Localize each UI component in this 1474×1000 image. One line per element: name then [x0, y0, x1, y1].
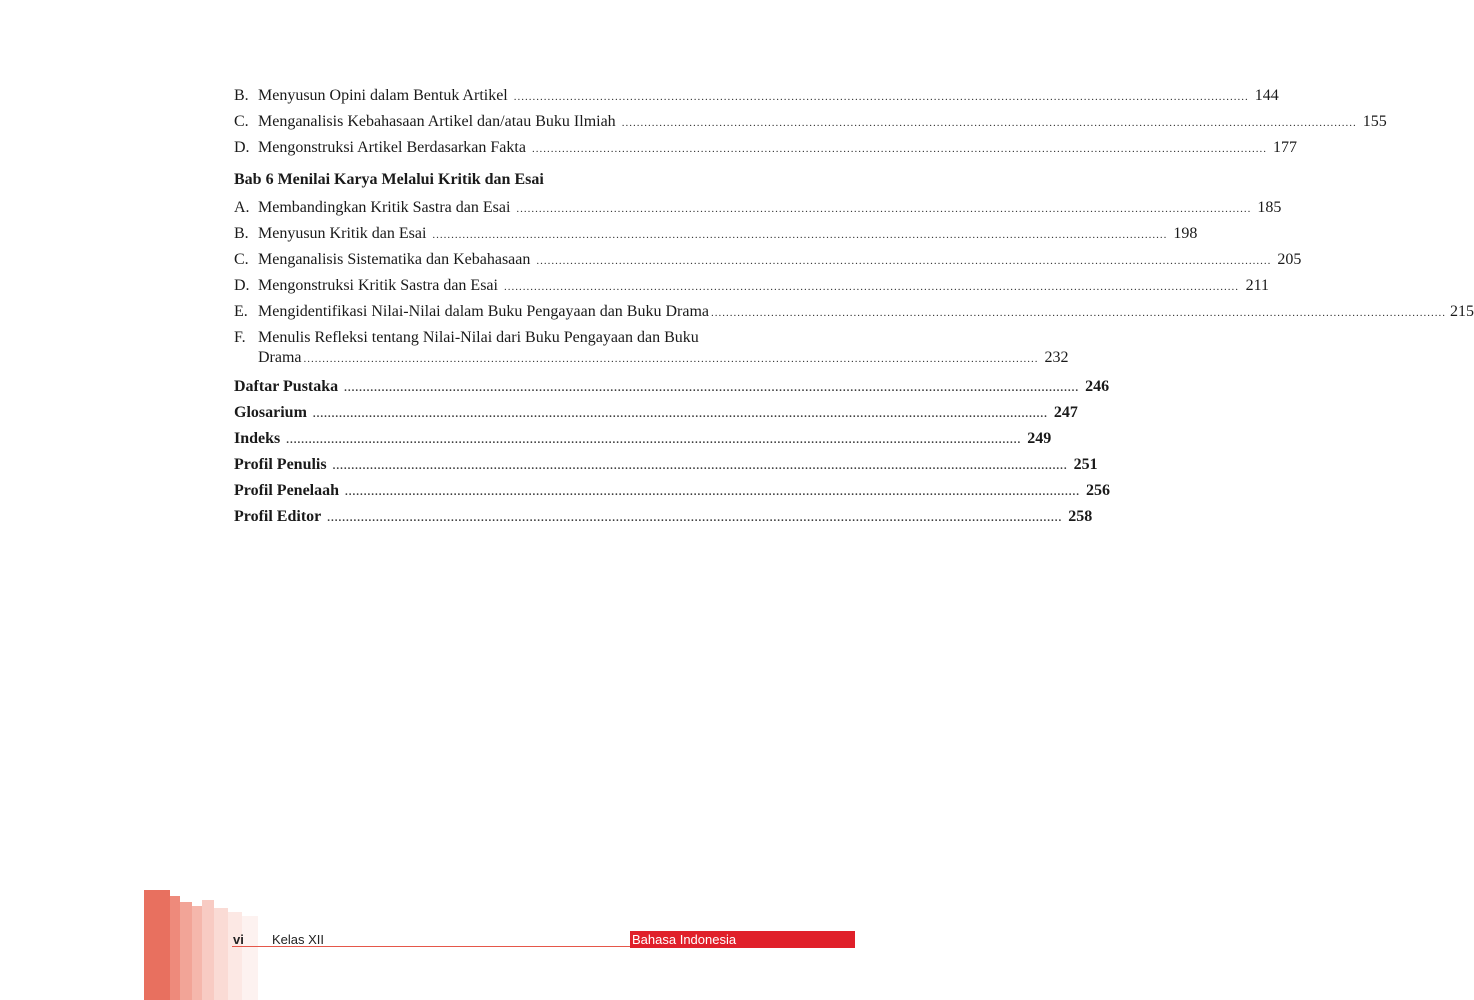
toc-entry-title: Indeks: [234, 430, 281, 447]
toc-entry[interactable]: [234, 302, 1474, 328]
decor-bar: [242, 916, 258, 1000]
toc-entry-title: Mengonstruksi Artikel Berdasarkan Fakta: [258, 139, 526, 156]
toc-entry-title: Menyusun Kritik dan Esai: [258, 225, 427, 242]
toc-entry-page: 247: [1053, 404, 1078, 421]
toc-entry-page: 144: [1254, 87, 1279, 104]
decor-bar: [180, 902, 192, 1000]
toc-entry-title-cont: Drama: [258, 349, 302, 366]
footer-decorative-bars: [144, 890, 264, 1000]
toc-entry[interactable]: [234, 250, 1302, 276]
toc-entry-continuation: [258, 348, 1069, 369]
dot-leader: [622, 113, 1357, 133]
toc-backmatter-entry[interactable]: [234, 429, 1052, 455]
toc-entry-letter: D.: [234, 139, 250, 156]
toc-entry-page: 256: [1086, 482, 1111, 499]
dot-leader: [504, 277, 1239, 297]
chapter-heading[interactable]: Bab 6 Menilai Karya Melalui Kritik dan Esai: [234, 171, 544, 188]
toc-entry[interactable]: [234, 112, 1387, 138]
decor-bar: [170, 896, 180, 1000]
decor-bar: [202, 900, 214, 1000]
toc-entry[interactable]: [234, 276, 1269, 302]
toc-entry[interactable]: [234, 198, 1282, 224]
toc-entry-title: Menganalisis Sistematika dan Kebahasaan: [258, 251, 531, 268]
toc-entry-title: Menyusun Opini dalam Bentuk Artikel: [258, 87, 508, 104]
dot-leader: [536, 251, 1271, 271]
toc-entry[interactable]: [234, 138, 1297, 164]
decor-bar: [214, 908, 228, 1000]
toc-entry-page: 185: [1257, 199, 1282, 216]
toc-entry-title: Mengonstruksi Kritik Sastra dan Esai: [258, 277, 498, 294]
dot-leader: [432, 225, 1167, 245]
toc-entry-page: 198: [1173, 225, 1198, 242]
toc-entry[interactable]: [234, 224, 1198, 250]
dot-leader: [532, 139, 1267, 159]
toc-entry-page: 177: [1272, 139, 1297, 156]
toc-entry-title: Daftar Pustaka: [234, 378, 339, 395]
toc-entry-page: 155: [1362, 113, 1387, 130]
toc-entry-page: 205: [1277, 251, 1302, 268]
page-number: vi: [233, 932, 244, 947]
dot-leader: [345, 482, 1080, 502]
decor-bar: [192, 906, 202, 1000]
toc-entry-page: 215: [1450, 303, 1474, 320]
toc-entry-title: Menganalisis Kebahasaan Artikel dan/atau Buku Ilmiah: [258, 113, 616, 130]
toc-backmatter-entry[interactable]: [234, 377, 1110, 403]
dot-leader: [304, 349, 1039, 369]
toc-entry[interactable]: [234, 328, 1069, 369]
toc-backmatter-entry[interactable]: [234, 403, 1078, 429]
toc-entry-page: 258: [1068, 508, 1093, 525]
toc-backmatter-entry[interactable]: [234, 481, 1111, 507]
toc-entry-page: 246: [1085, 378, 1110, 395]
toc-entry-letter: F.: [234, 329, 246, 346]
toc-entry-letter: B.: [234, 87, 249, 104]
toc-entry-letter: B.: [234, 225, 249, 242]
class-label: Kelas XII: [272, 932, 325, 947]
dot-leader: [344, 378, 1079, 398]
decor-bar: [144, 890, 170, 1000]
toc-entry-title: Profil Editor: [234, 508, 322, 525]
toc-entry-page: 249: [1027, 430, 1052, 447]
dot-leader: [327, 508, 1062, 528]
toc-backmatter-entry[interactable]: [234, 507, 1093, 533]
toc-backmatter-entry[interactable]: [234, 455, 1098, 481]
dot-leader: [514, 87, 1249, 107]
toc-entry-title: Menulis Refleksi tentang Nilai-Nilai dari Buku Pengayaan dan Buku: [258, 329, 699, 346]
toc-entry-letter: E.: [234, 303, 248, 320]
dot-leader: [286, 430, 1021, 450]
toc-entry[interactable]: [234, 86, 1279, 112]
toc-entry-page: 251: [1073, 456, 1098, 473]
table-of-contents: [234, 86, 1474, 533]
toc-entry-letter: D.: [234, 277, 250, 294]
toc-entry-title: Glosarium: [234, 404, 307, 421]
toc-entry-letter: C.: [234, 251, 249, 268]
toc-entry-page: 211: [1245, 277, 1269, 294]
toc-entry-title: Profil Penelaah: [234, 482, 340, 499]
toc-entry-page: 232: [1044, 349, 1069, 366]
dot-leader: [516, 199, 1251, 219]
subject-badge: Bahasa Indonesia: [630, 931, 855, 948]
decor-bar: [228, 912, 242, 1000]
dot-leader: [333, 456, 1068, 476]
dot-leader: [313, 404, 1048, 424]
toc-entry-letter: A.: [234, 199, 250, 216]
toc-entry-letter: C.: [234, 113, 249, 130]
toc-entry-title: Mengidentifikasi Nilai-Nilai dalam Buku Pengayaan dan Buku Drama: [258, 303, 709, 320]
toc-entry-title: Membandingkan Kritik Sastra dan Esai: [258, 199, 511, 216]
dot-leader: [711, 303, 1446, 323]
toc-entry-body: [258, 328, 1069, 369]
toc-entry-title: Profil Penulis: [234, 456, 327, 473]
